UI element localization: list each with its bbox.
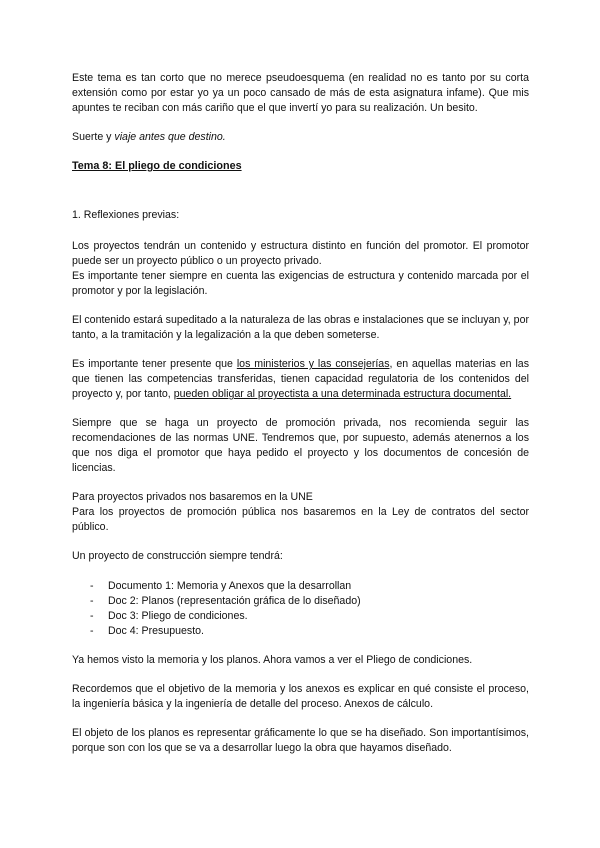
paragraph-une: Siempre que se haga un proyecto de promoción privada, nos recomienda seguir las recomendaciones de las normas UNE. Tendremos que, por supuesto, además atenernos a los que nos diga el promotor que haya pedido el proyecto y los documentos de concesión de licencias. xyxy=(72,417,529,474)
paragraph-ministerios xyxy=(72,357,529,402)
proyectos-publicos-line: Para los proyectos de promoción pública nos basaremos en la Ley de contratos del sector público. xyxy=(72,506,529,533)
farewell-line xyxy=(72,130,529,145)
section-heading: 1. Reflexiones previas: xyxy=(72,209,180,221)
list-item xyxy=(90,594,529,609)
farewell-italic: viaje antes que destino. xyxy=(114,131,226,143)
paragraph-promotor xyxy=(72,239,529,299)
farewell-prefix: Suerte y xyxy=(72,131,115,143)
paragraph-objeto-planos: El objeto de los planos es representar gráficamente lo que se ha diseñado. Son importantísimos, porque son con los que se va a desarrollar luego la obra que hayamos diseñado. xyxy=(72,727,529,754)
ministerios-text-a: Es importante tener presente que xyxy=(72,358,237,370)
paragraph-objetivo-memoria: Recordemos que el objetivo de la memoria y los anexos es explicar en qué consiste el proceso, la ingeniería básica y la ingeniería de detalle del proceso. Anexos de cálculo. xyxy=(72,683,529,710)
list-item xyxy=(90,624,529,639)
list-item xyxy=(90,609,529,624)
ministerios-underlined-2: pueden obligar al proyectista a una determinada estructura documental. xyxy=(173,388,512,400)
ministerios-underlined-1: los ministerios y las consejerías xyxy=(236,358,390,370)
list-item-text: Doc 4: Presupuesto. xyxy=(108,625,204,637)
paragraph-proyectos xyxy=(72,490,529,535)
list-bullet: - xyxy=(90,595,94,607)
documents-list xyxy=(72,579,529,639)
list-item-text: Documento 1: Memoria y Anexos que la desarrollan xyxy=(108,580,352,592)
ministerios-text-b: , en aquellas materias en las que tienen las competencias transferidas, tienen capacidad regulatoria de los contenidos del proyecto y, por tanto, xyxy=(72,358,529,400)
proyectos-privados-line: Para proyectos privados nos basaremos en la UNE xyxy=(72,491,313,503)
list-item xyxy=(90,579,529,594)
intro-paragraph: Este tema es tan corto que no merece pseudoesquema (en realidad no es tanto por su corta extensión como por estar yo ya un poco cansado de más de esta asignatura infame). Que mis apuntes te reciban con más cariño que el que invertí yo para su realización. Un besito. xyxy=(72,72,529,114)
paragraph-proyecto-construccion: Un proyecto de construcción siempre tendrá: xyxy=(72,550,283,562)
page-title: Tema 8: El pliego de condiciones xyxy=(72,160,242,172)
list-item-text: Doc 2: Planos (representación gráfica de lo diseñado) xyxy=(108,595,361,607)
list-item-text: Doc 3: Pliego de condiciones. xyxy=(108,610,248,622)
paragraph-memoria-planos: Ya hemos visto la memoria y los planos. Ahora vamos a ver el Pliego de condiciones. xyxy=(72,654,473,666)
list-bullet: - xyxy=(90,625,94,637)
paragraph-promotor-line1: Los proyectos tendrán un contenido y estructura distinto en función del promotor. El promotor puede ser un proyecto público o un proyecto privado. xyxy=(72,240,529,267)
paragraph-contenido: El contenido estará supeditado a la naturaleza de las obras e instalaciones que se incluyan y, por tanto, a la tramitación y la legalización a la que deben someterse. xyxy=(72,314,529,341)
list-bullet: - xyxy=(90,580,94,592)
paragraph-promotor-line2: Es importante tener siempre en cuenta las exigencias de estructura y contenido marcada por el promotor y por la legislación. xyxy=(72,270,529,297)
list-bullet: - xyxy=(90,610,94,622)
